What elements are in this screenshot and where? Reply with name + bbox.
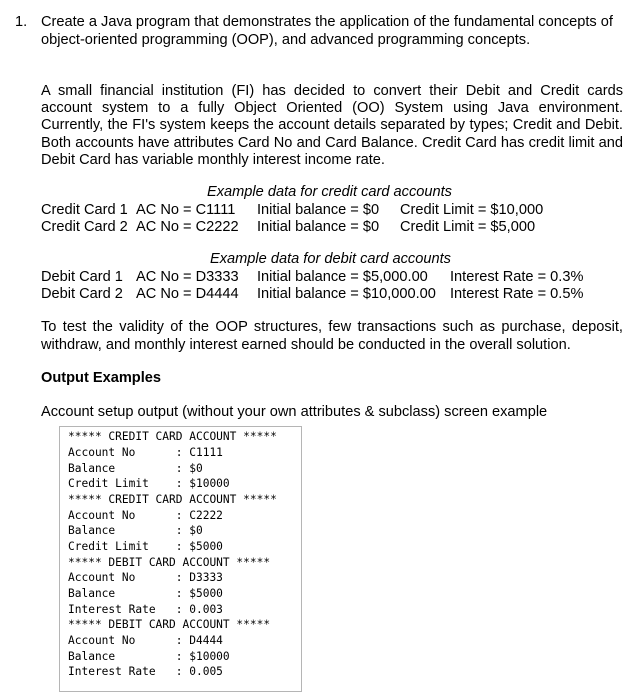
setup-caption: Account setup output (without your own attributes & subclass) screen example xyxy=(41,404,548,420)
console-line: Credit Limit : $10000 xyxy=(68,477,230,490)
credit-row-1-limit: Credit Limit = $10,000 xyxy=(400,202,544,218)
question-text: Create a Java program that demonstrates the application of the fundamental concepts of object-oriented programming (OOP), and advanced programming concepts. xyxy=(41,14,613,48)
console-line: Account No : C2222 xyxy=(68,509,223,522)
intro-paragraph: A small financial institution (FI) has decided to convert their Debit and Credit cards account system to a fully Object Oriented (OO) System using Java environment. Currently, the FI's system keeps the account details separated by types; Credit and Debit. Both accounts have attributes Card No and Card Balance. Credit Card has credit limit and Debit Card has variable monthly interest income rate. xyxy=(41,83,623,168)
credit-row-2-limit: Credit Limit = $5,000 xyxy=(400,219,536,235)
output-examples-heading: Output Examples xyxy=(41,370,162,386)
debit-row-1-ac: AC No = D3333 xyxy=(136,269,239,285)
debit-row-2-rate: Interest Rate = 0.5% xyxy=(450,286,584,302)
credit-row-2-ac: AC No = C2222 xyxy=(136,219,239,235)
console-line: Account No : D4444 xyxy=(68,634,223,647)
test-paragraph: To test the validity of the OOP structures, few transactions such as purchase, deposit, withdraw, and monthly interest earned should be conducted in the overall solution. xyxy=(41,319,623,353)
console-line: Balance : $5000 xyxy=(68,587,223,600)
debit-row-2-balance: Initial balance = $10,000.00 xyxy=(257,286,436,302)
debit-row-1-balance: Initial balance = $5,000.00 xyxy=(257,269,428,285)
debit-row-2-card: Debit Card 2 xyxy=(41,286,123,302)
console-line: Interest Rate : 0.005 xyxy=(68,665,223,678)
console-line: ***** CREDIT CARD ACCOUNT ***** xyxy=(68,430,277,443)
debit-row-1-rate: Interest Rate = 0.3% xyxy=(450,269,584,285)
console-line: Account No : C1111 xyxy=(68,446,223,459)
console-output-box xyxy=(59,426,302,692)
console-line: ***** DEBIT CARD ACCOUNT ***** xyxy=(68,618,271,631)
debit-row-1-card: Debit Card 1 xyxy=(41,269,123,285)
console-line: Balance : $0 xyxy=(68,524,203,537)
debit-example-heading: Example data for debit card accounts xyxy=(210,251,451,267)
credit-row-1-ac: AC No = C1111 xyxy=(136,202,236,218)
console-line: ***** DEBIT CARD ACCOUNT ***** xyxy=(68,556,271,569)
debit-row-2-ac: AC No = D4444 xyxy=(136,286,239,302)
console-line: ***** CREDIT CARD ACCOUNT ***** xyxy=(68,493,277,506)
credit-row-1-balance: Initial balance = $0 xyxy=(257,202,380,218)
console-line: Interest Rate : 0.003 xyxy=(68,603,223,616)
credit-example-heading: Example data for credit card accounts xyxy=(207,184,452,200)
credit-row-2-card: Credit Card 2 xyxy=(41,219,128,235)
console-line: Balance : $10000 xyxy=(68,650,230,663)
console-line: Balance : $0 xyxy=(68,462,203,475)
credit-row-2-balance: Initial balance = $0 xyxy=(257,219,380,235)
console-line: Account No : D3333 xyxy=(68,571,223,584)
question-number: 1. xyxy=(15,14,28,30)
credit-row-1-card: Credit Card 1 xyxy=(41,202,128,218)
console-line: Credit Limit : $5000 xyxy=(68,540,223,553)
